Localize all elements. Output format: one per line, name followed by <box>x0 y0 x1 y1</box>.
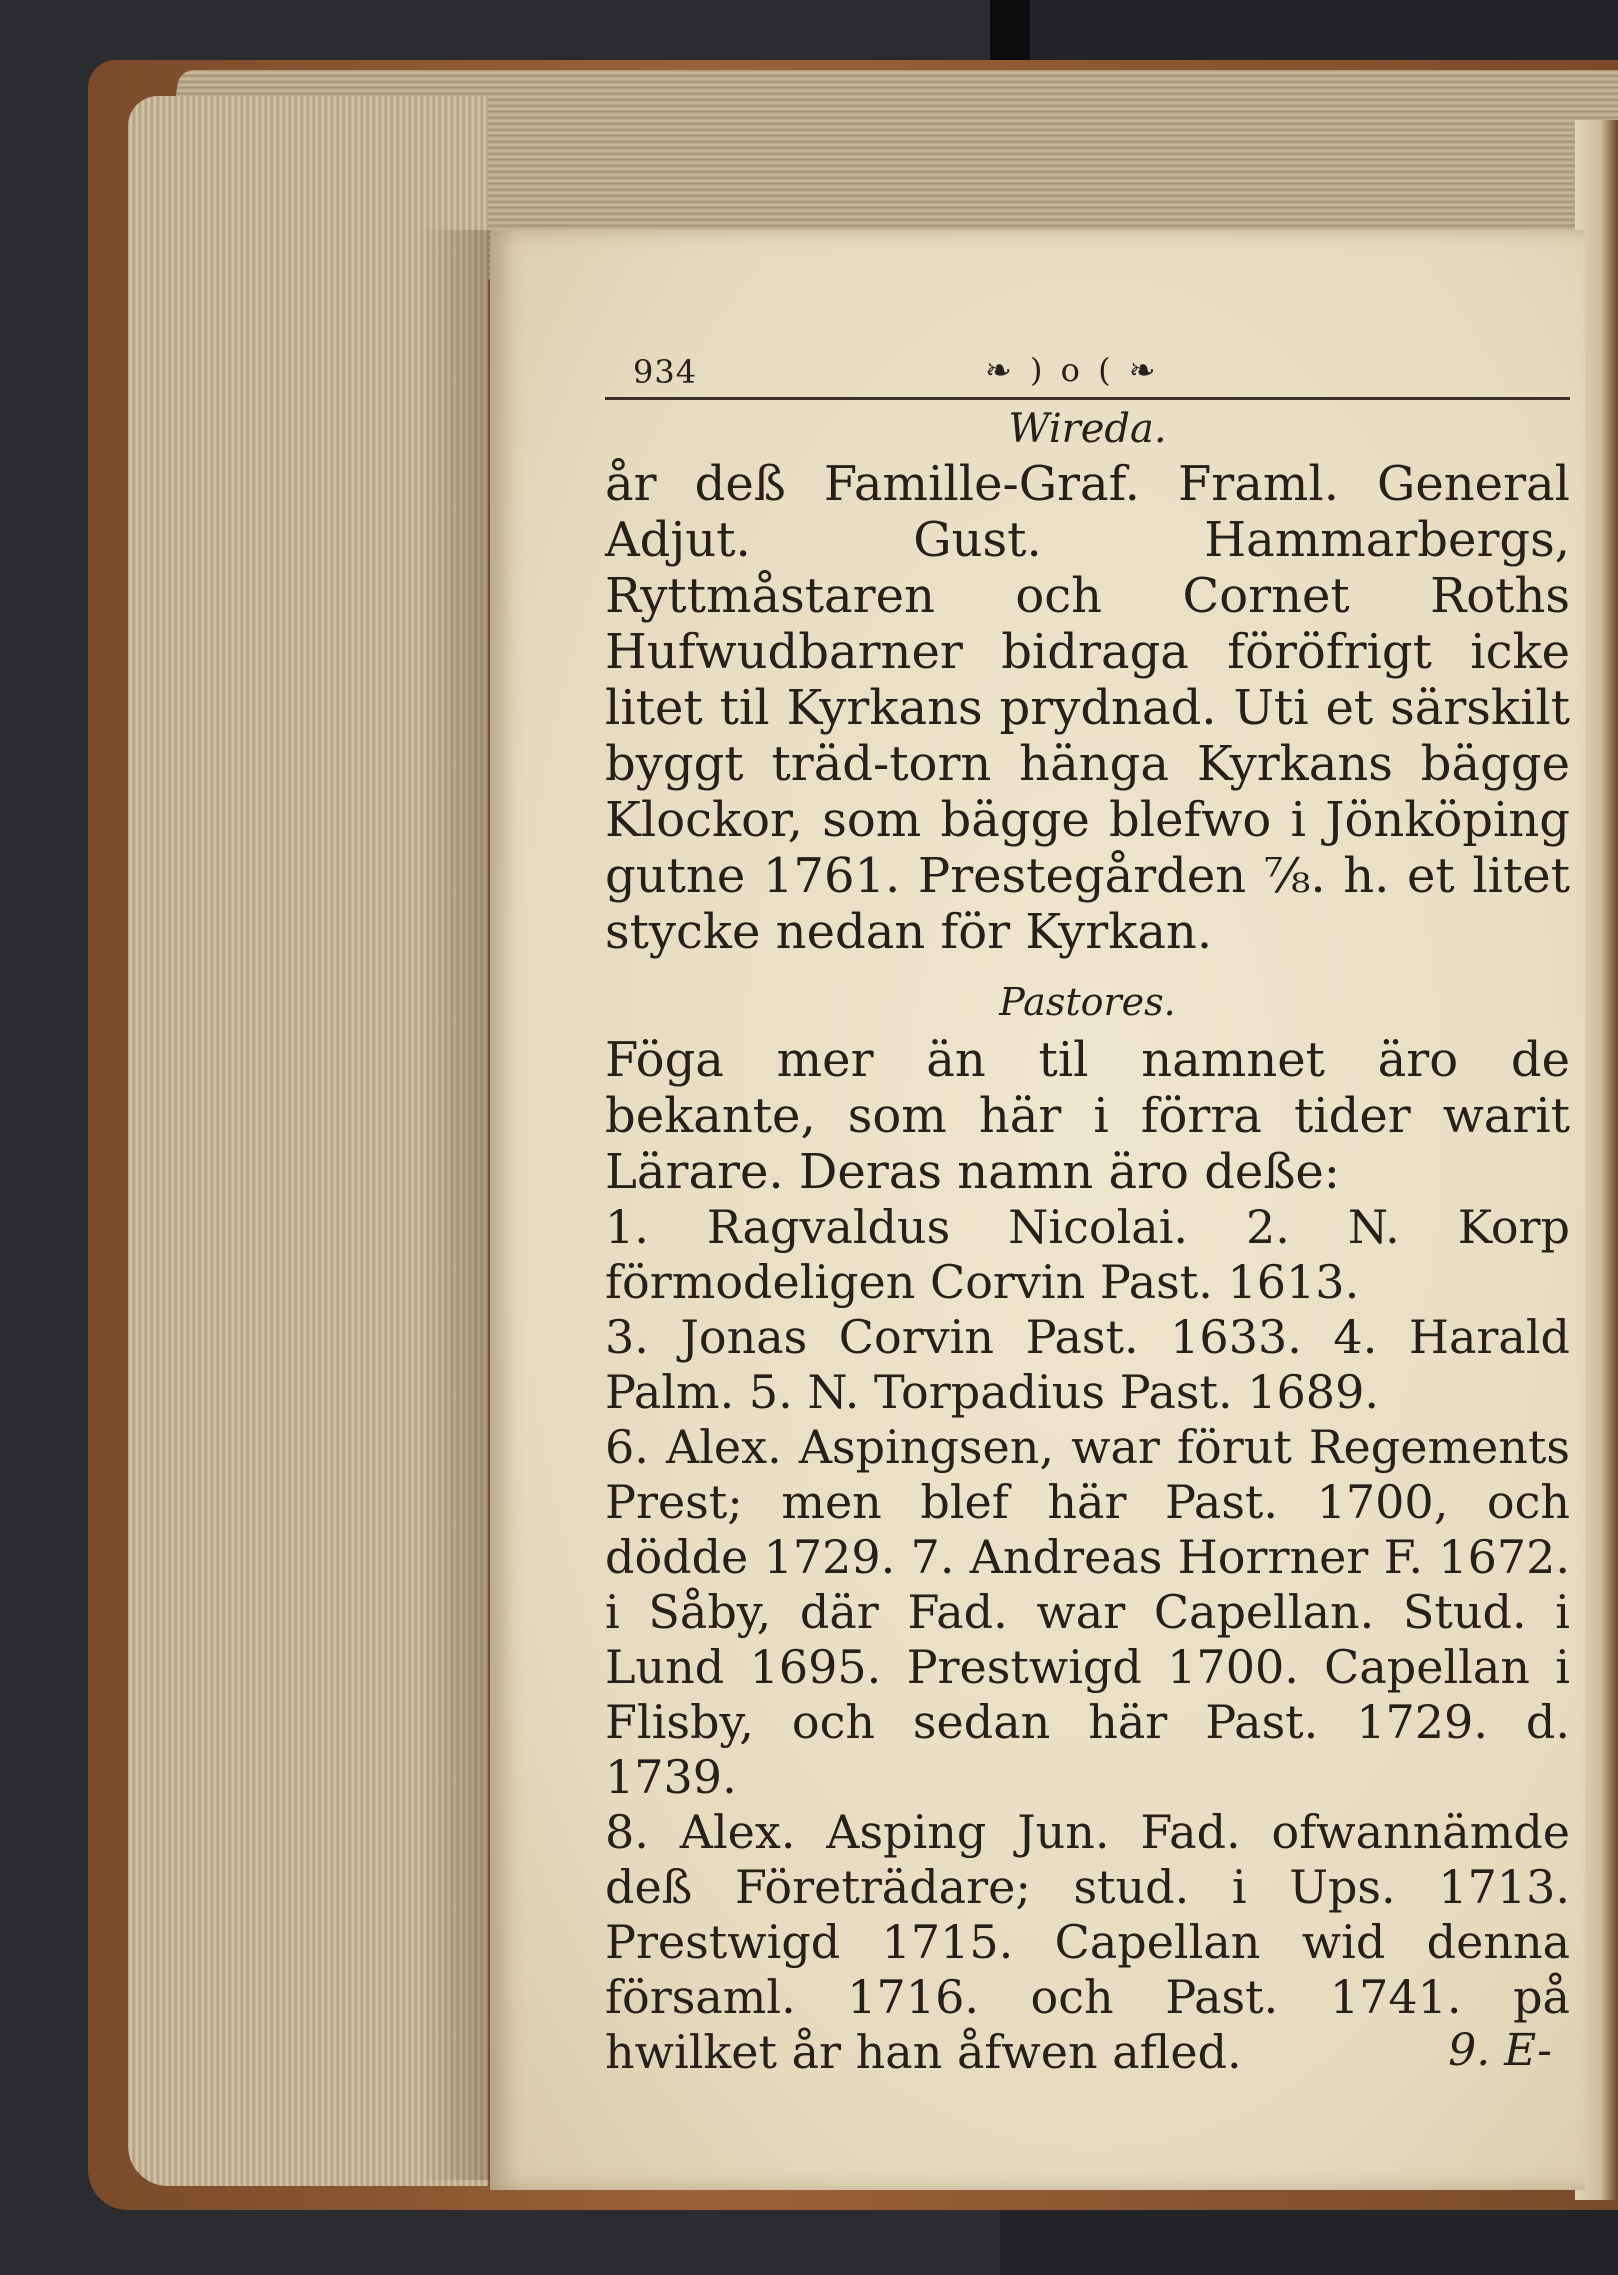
page-gutter-shadow <box>420 230 500 2180</box>
intro-paragraph: år deß Famille-Graf. Framl. General Adjut. Gust. Hammarbergs, Ryttmåstaren och Cornet Roths Hufwudbarner bidraga föröfrigt icke litet til Kyrkans prydnad. Uti et särskilt byggt träd-torn hänga Kyrkans bägge Klockor, som bägge blefwo i Jönköping gutne 1761. Prestegården ⅞. h. et litet stycke nedan för Kyrkan. <box>605 456 1570 960</box>
list-item: 8. Alex. Asping Jun. Fad. ofwannämde deß Företrädare; stud. i Ups. 1713. Prestwigd 1715. Capellan wid denna församl. 1716. och Past. 1741. på hwilket år han åfwen afled. <box>605 1805 1570 2079</box>
page-number: 934 <box>633 353 698 391</box>
section-title: Wireda. <box>1008 406 1167 452</box>
catchword: 9. E- <box>1448 2025 1552 2076</box>
page-text-block <box>605 345 1570 2079</box>
subheading: Pastores. <box>999 980 1176 1024</box>
pastores-intro: Föga mer än til namnet äro de bekante, som här i förra tider warit Lärare. Deras namn äro deße: <box>605 1032 1570 1200</box>
list-item: 1. Ragvaldus Nicolai. 2. N. Korp förmodeligen Corvin Past. 1613. <box>605 1200 1570 1309</box>
list-item: 3. Jonas Corvin Past. 1633. 4. Harald Palm. 5. N. Torpadius Past. 1689. <box>605 1310 1570 1419</box>
header-ornament: ❧ ) o ( ❧ <box>985 351 1160 389</box>
running-header <box>605 345 1570 400</box>
list-item: 6. Alex. Aspingsen, war förut Regements Prest; men blef här Past. 1700, och dödde 1729. 7. Andreas Horrner F. 1672. i Såby, där Fad. war Capellan. Stud. i Lund 1695. Prestwigd 1700. Capellan i Flisby, och sedan här Past. 1729. d. 1739. <box>605 1420 1570 1804</box>
